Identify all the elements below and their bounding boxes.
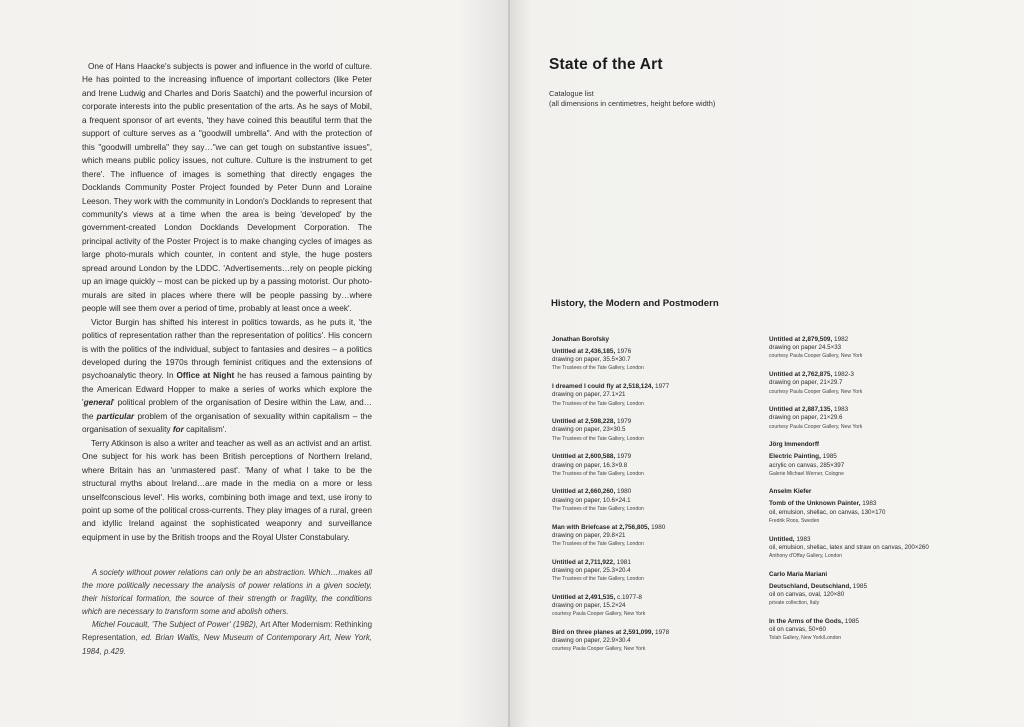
catalogue-entry <box>552 488 762 513</box>
catalogue-entry <box>769 371 979 396</box>
work-credit: The Trustees of the Tate Gallery, London <box>552 505 644 512</box>
work-credit: Anthony d'Offay Gallery, London <box>769 552 842 559</box>
burgin-emph-for: for <box>172 425 184 435</box>
work-medium: drawing on paper, 16.3×9.8 <box>552 461 628 469</box>
work-title: Deutschland, Deutschland, <box>769 582 852 590</box>
quote-text: A society without power relations can only be an abstraction. Which…makes all the more politically necessary the analysis of power relations in a given society, their historical formation, the source of their strength or fragility, the conditions which are necessary to transform some and abolish others. <box>82 568 372 617</box>
catalogue-entry <box>552 559 762 584</box>
work-title: Untitled at 2,887,135, <box>769 406 833 414</box>
catalogue-column-1 <box>552 336 762 664</box>
work-title: Untitled at 2,598,228, <box>552 418 616 426</box>
work-medium: oil, emulsion, shellac, latex and straw on canvas, 200×260 <box>769 543 929 551</box>
catalogue-entry <box>769 500 979 525</box>
artist-name: Jonathan Borofsky <box>552 336 610 343</box>
burgin-text-e: ' political problem of the organisation of Desire within the Law, and…the <box>82 398 372 421</box>
work-heading <box>769 618 979 626</box>
left-page <box>0 0 510 727</box>
work-date: 1985 <box>851 582 868 590</box>
work-heading <box>769 406 979 414</box>
work-date: 1980 <box>649 523 666 531</box>
work-title: Untitled at 2,600,588, <box>552 453 616 461</box>
work-heading <box>552 383 762 391</box>
work-date: 1977 <box>653 383 670 391</box>
work-heading <box>769 336 979 344</box>
work-medium: drawing on paper, 35.5×30.7 <box>552 356 631 364</box>
artist-name: Jörg Immendorff <box>769 441 820 449</box>
work-credit: Tolah Gallery, New York/London <box>769 635 842 642</box>
work-title: Tomb of the Unknown Painter, <box>769 500 861 508</box>
work-heading <box>552 629 762 637</box>
catalogue-entry <box>769 453 979 478</box>
foucault-quote <box>82 566 372 658</box>
work-heading <box>769 583 979 591</box>
burgin-text-c: he has reused a famous painting by the American Edward Hopper to make a series of works which explore the ' <box>82 371 372 408</box>
work-date: 1979 <box>615 453 632 461</box>
catalogue-entry <box>769 336 979 361</box>
work-medium: acrylic on canvas, 285×397 <box>769 461 845 469</box>
work-heading <box>769 453 979 461</box>
work-credit: courtesy Paula Cooper Gallery, New York <box>769 423 863 430</box>
work-title: Untitled at 2,711,922, <box>552 558 615 566</box>
catalogue-entry <box>552 524 762 549</box>
citation-author: Michel Foucault, 'The Subject of Power' (1982), <box>92 620 261 630</box>
work-date: 1982 <box>832 336 849 343</box>
work-date: 1979 <box>615 418 632 426</box>
work-medium: drawing on paper, 21×29.7 <box>769 379 843 387</box>
work-credit: The Trustees of the Tate Gallery, London <box>552 400 644 407</box>
artist-name: Anselm Kiefer <box>769 488 812 496</box>
work-medium: oil on canvas, 50×60 <box>769 625 826 633</box>
work-credit: courtesy Paula Cooper Gallery, New York <box>769 388 863 395</box>
work-heading <box>552 348 762 356</box>
work-date: 1983 <box>832 406 849 414</box>
work-list <box>552 348 762 653</box>
work-date: 1985 <box>842 617 859 625</box>
work-heading <box>769 500 979 508</box>
catalogue-entry <box>552 383 762 408</box>
catalogue-entry <box>552 629 762 654</box>
work-heading <box>552 524 762 532</box>
catalogue-entry <box>769 536 979 561</box>
work-heading <box>769 371 979 379</box>
work-credit: The Trustees of the Tate Gallery, London <box>552 540 644 547</box>
work-list <box>769 500 979 560</box>
work-title: Electric Painting, <box>769 453 821 461</box>
work-title: Untitled at 2,762,875, <box>769 371 833 379</box>
work-title: I dreamed I could fly at 2,518,124, <box>552 383 654 391</box>
work-medium: drawing on paper, 27.1×21 <box>552 391 626 399</box>
work-medium: drawing on paper, 22.9×30.4 <box>552 637 631 645</box>
work-medium: drawing on paper, 21×29.6 <box>769 414 843 422</box>
work-credit: courtesy Paula Cooper Gallery, New York <box>769 353 863 360</box>
work-credit: Galerie Michael Werner, Cologne <box>769 470 844 477</box>
catalogue-entry <box>552 453 762 478</box>
work-heading <box>552 559 762 567</box>
work-medium: drawing on paper, 23×30.5 <box>552 426 626 434</box>
section-title: History, the Modern and Postmodern <box>551 298 719 309</box>
quote-citation <box>82 618 372 657</box>
work-credit: courtesy Paula Cooper Gallery, New York <box>552 611 646 618</box>
work-credit: private collection, Italy <box>769 600 820 607</box>
work-heading <box>552 488 762 496</box>
work-medium: drawing on paper, 15.2×24 <box>552 601 626 609</box>
work-title: Untitled at 2,436,185, <box>552 348 616 355</box>
burgin-work-title: Office at Night <box>176 371 235 381</box>
work-heading <box>552 418 762 426</box>
work-medium: oil, emulsion, shellac, on canvas, 130×170 <box>769 508 886 516</box>
work-credit: Fredrik Roos, Sweden <box>769 517 820 524</box>
work-credit: The Trustees of the Tate Gallery, London <box>552 470 644 477</box>
page-title: State of the Art <box>549 56 663 73</box>
catalogue-entry <box>769 406 979 431</box>
work-date: 1980 <box>615 488 632 496</box>
work-title: Bird on three planes at 2,591,099, <box>552 628 654 636</box>
work-date: 1976 <box>615 348 632 355</box>
work-title: Untitled at 2,660,260, <box>552 488 616 496</box>
work-credit: The Trustees of the Tate Gallery, London <box>552 435 644 442</box>
work-title: Untitled at 2,491,535, <box>552 593 616 601</box>
essay-paragraph-haacke: One of Hans Haacke's subjects is power and influence in the world of culture. He has pointed to the increasing influence of important collectors (like Peter and Irene Ludwig and Charles and Doris Saatchi) and the powerful incursion of corporate interests into the public presentation of the arts. As he says of Mobil, a frequent sponsor of art events, 'they have coined this beautiful term that the support of culture serves as a "goodwill umbrella". And with the protection of this "goodwill umbrella" they say…"we can get tough on substantive issues", which means public policy issues, not culture. Culture is the instrument to get there'. The influence of images is something that directly engages the Docklands Community Poster Project founded by Peter Dunn and Loraine Leeson. They work with the community in London's Docklands to represent that community's views at a time when the area is being 'developed' by the government-created London Docklands Development Corporation. The principal activity of the Poster Project is to make changing cycles of images as large photo-murals which counter, in content and style, the huge posters spread around London by the LDDC. 'Advertisements…rely on people picking up an image quickly – most can be picked up by a passing motorist. Our photo-murals are sited in places where there will be people passing by…where people will see them over a period of time, probably at least once a week'. <box>82 62 372 314</box>
burgin-emph-particular: particular <box>96 411 135 421</box>
catalogue-entry <box>552 594 762 619</box>
citation-details: , ed. Brian Wallis, New Museum of Contemporary Art, New York, 1984, p.429. <box>82 633 372 656</box>
work-date: 1983 <box>794 535 811 543</box>
work-title: In the Arms of the Gods, <box>769 617 843 625</box>
catalogue-label: Catalogue list <box>549 89 594 98</box>
work-list <box>769 583 979 643</box>
work-heading <box>769 536 979 544</box>
work-list <box>769 336 979 431</box>
burgin-text-a: Victor Burgin has shifted his interest in politics towards, as he puts it, 'the politics of representation rather than the representation of politics'. His concern is with the politics of the individual, subject to fantasies and desires – a politics developed during the 1970s through feminist critiques and the extensions of psychoanalytic theory. In <box>82 317 372 381</box>
work-title: Man with Briefcase at 2,756,805, <box>552 523 650 531</box>
catalogue-entry <box>769 618 979 643</box>
work-date: c.1977-8 <box>615 593 642 601</box>
work-credit: courtesy Paula Cooper Gallery, New York <box>552 646 646 653</box>
work-title: Untitled at 2,879,509, <box>769 336 833 343</box>
burgin-text-g: problem of the organisation of sexuality within capitalism – the organisation of sexuality <box>82 411 372 435</box>
work-medium: drawing on paper, 10.6×24.1 <box>552 496 631 504</box>
catalogue-entry <box>552 348 762 373</box>
catalogue-entry <box>552 418 762 443</box>
catalogue-note <box>549 89 715 109</box>
work-date: 1983 <box>860 500 877 508</box>
catalogue-dimensions-note: (all dimensions in centimetres, height before width) <box>549 99 716 108</box>
essay-paragraph-atkinson: Terry Atkinson is also a writer and teacher as well as an activist and an artist. One subject for his work has been British perceptions of Northern Ireland, where Britain has an 'unmastered past'. 'Many of what I take to be the structural myths about Ireland…are made in the media on a more or less unselfconscious level'. His works, combining both image and text, use irony to point up some of the political cross-currents. They play images of a rural, green and idyllic Ireland against the sophisticated weaponry and surveillance equipment in use by the British troops and the Royal Ulster Constabulary. <box>82 438 372 542</box>
catalogue-column-2 <box>769 336 979 653</box>
catalogue-entry <box>769 583 979 608</box>
work-medium: drawing on paper, 25.3×20.4 <box>552 566 631 574</box>
burgin-emph-general: general <box>83 398 113 408</box>
work-credit: The Trustees of the Tate Gallery, London <box>552 365 644 372</box>
work-list <box>769 453 979 478</box>
work-credit: The Trustees of the Tate Gallery, London <box>552 576 644 583</box>
work-date: 1978 <box>653 628 670 636</box>
work-date: 1981 <box>614 558 631 566</box>
work-title: Untitled, <box>769 535 795 543</box>
essay-body <box>82 60 372 544</box>
work-heading <box>552 453 762 461</box>
citation-book-title: Art After Modernism: Rethinking Representation <box>82 620 373 643</box>
work-heading <box>552 594 762 602</box>
work-date: 1985 <box>820 453 837 461</box>
essay-paragraph-burgin <box>82 316 372 437</box>
work-medium: drawing on paper, 29.8×21 <box>552 531 626 539</box>
work-medium: drawing on paper 24.5×33 <box>769 344 842 352</box>
work-date: 1982-3 <box>832 371 854 379</box>
artist-name: Carlo Maria Mariani <box>769 570 828 578</box>
burgin-text-i: capitalism'. <box>183 425 227 435</box>
work-medium: oil on canvas, oval, 120×80 <box>769 590 845 598</box>
